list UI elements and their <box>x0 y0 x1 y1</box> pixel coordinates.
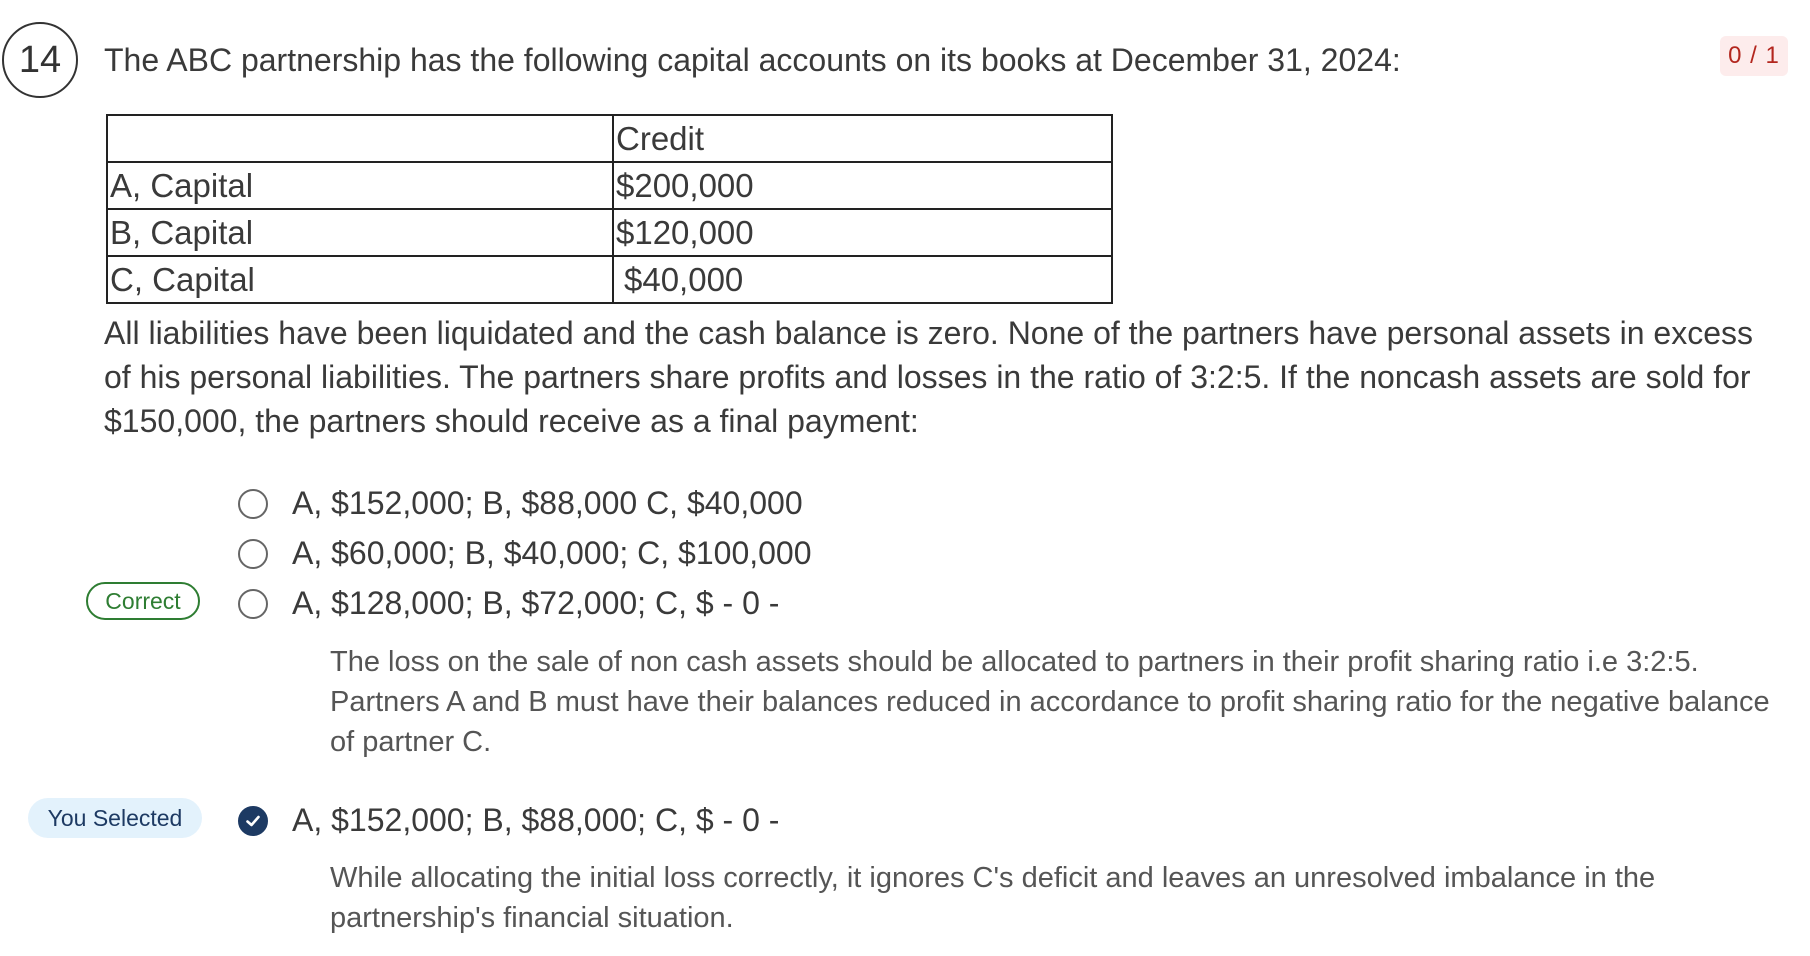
correct-option-feedback: The loss on the sale of non cash assets should be allocated to partners in their profit sharing ratio i.e 3:2:5. Partners A and B must have their balances reduced in accordance to profit sharing ratio for the negative balance of partner C. <box>330 646 1770 758</box>
radio-button[interactable] <box>238 489 268 519</box>
answer-option-2[interactable] <box>238 535 812 572</box>
option-label: A, $152,000; B, $88,000; C, $ - 0 - <box>292 802 780 838</box>
table-cell: C, Capital <box>107 256 613 303</box>
table-row <box>107 162 1112 209</box>
correct-badge: Correct <box>86 582 200 620</box>
table-header-cell: Credit <box>613 115 1112 162</box>
question-body: All liabilities have been liquidated and the cash balance is zero. None of the partners have personal assets in excess of his personal liabilities. The partners share profits and losses in the ratio of 3:2:5. If the noncash assets are sold for $150,000, the partners should receive as a final payment: <box>104 315 1753 439</box>
table-cell: $120,000 <box>613 209 1112 256</box>
answer-option-4[interactable] <box>238 802 779 839</box>
answer-option-3[interactable] <box>238 585 779 622</box>
table-cell: $40,000 <box>613 256 1112 303</box>
radio-button[interactable] <box>238 589 268 619</box>
option-label: A, $128,000; B, $72,000; C, $ - 0 - <box>292 585 780 621</box>
question-prompt: The ABC partnership has the following capital accounts on its books at December 31, 2024: <box>104 42 1401 78</box>
answer-option-1[interactable] <box>238 485 803 522</box>
radio-button-checked[interactable] <box>238 806 268 836</box>
table-row <box>107 256 1112 303</box>
checkmark-icon <box>244 812 262 830</box>
table-header-row <box>107 115 1112 162</box>
capital-accounts-table <box>106 114 1113 304</box>
question-number: 14 <box>2 22 78 98</box>
radio-button[interactable] <box>238 539 268 569</box>
table-cell: A, Capital <box>107 162 613 209</box>
you-selected-badge: You Selected <box>28 798 202 838</box>
table-cell: $200,000 <box>613 162 1112 209</box>
table-cell: B, Capital <box>107 209 613 256</box>
table-header-cell <box>107 115 613 162</box>
score-badge: 0 / 1 <box>1720 36 1788 76</box>
table-row <box>107 209 1112 256</box>
option-label: A, $60,000; B, $40,000; C, $100,000 <box>292 535 812 571</box>
selected-option-feedback: While allocating the initial loss correctly, it ignores C's deficit and leaves an unresolved imbalance in the partnership's financial situation. <box>330 862 1656 934</box>
option-label: A, $152,000; B, $88,000 C, $40,000 <box>292 485 803 521</box>
